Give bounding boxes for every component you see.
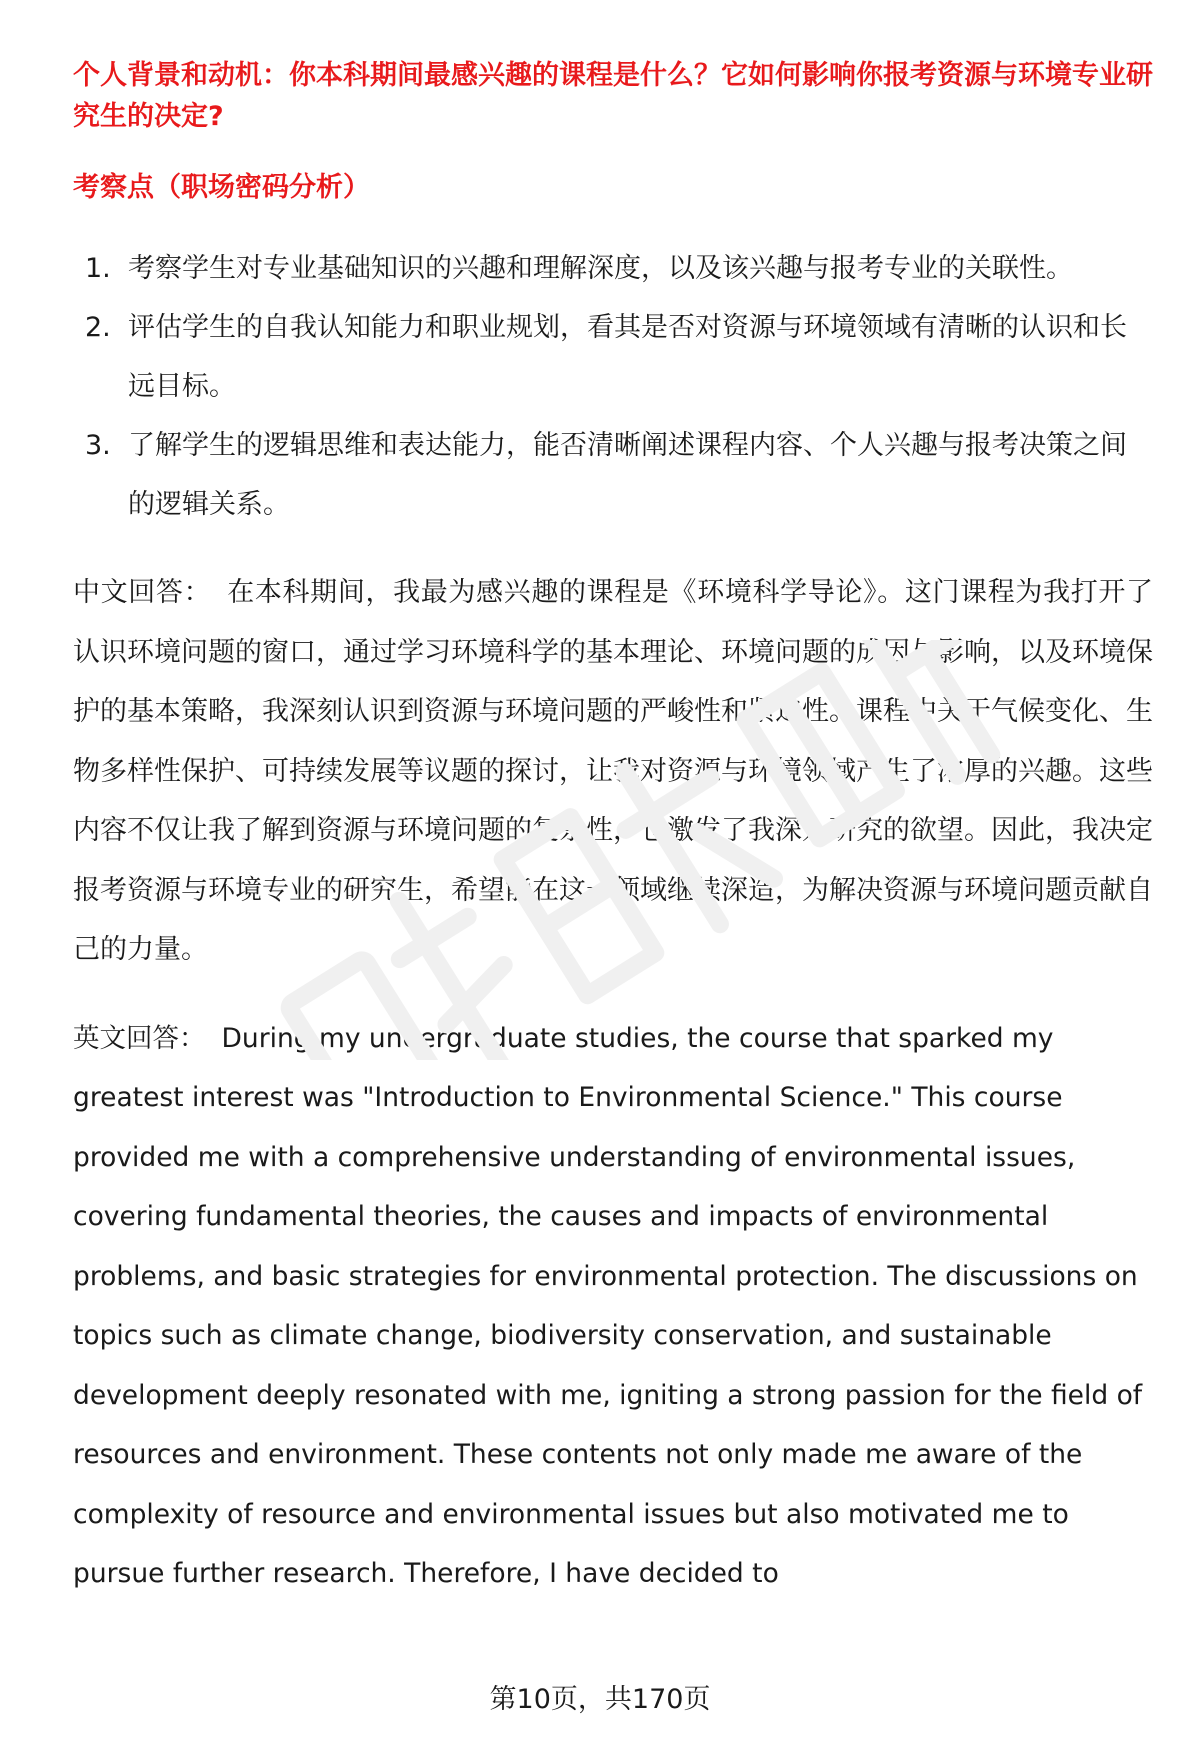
chinese-answer-label: 中文回答： [73, 577, 212, 608]
list-item-text: 评估学生的自我认知能力和职业规划，看其是否对资源与环境领域有清晰的认识和长远目标。 [128, 312, 1127, 402]
list-item-text: 了解学生的逻辑思维和表达能力，能否清晰阐述课程内容、个人兴趣与报考决策之间的逻辑关系。 [128, 430, 1127, 520]
chinese-answer-text: 在本科期间，我最为感兴趣的课程是《环境科学导论》。这门课程为我打开了认识环境问题的窗口，通过学习环境科学的基本理论、环境问题的成因与影响，以及环境保护的基本策略，我深刻认识到资源与环境问题的严峻性和紧迫性。课程中关于气候变化、生物多样性保护、可持续发展等议题的探讨，让我对资源与环境领域产生了浓厚的兴趣。这些内容不仅让我了解到资源与环境问题的复杂性，也激发了我深入研究的欲望。因此，我决定报考资源与环境专业的研究生，希望能在这一领域继续深造，为解决资源与环境问题贡献自己的力量。 [73, 577, 1154, 965]
english-answer-label: 英文回答： [73, 1022, 206, 1054]
assessment-points-list [73, 239, 1153, 534]
chinese-answer-paragraph [73, 563, 1153, 980]
list-item-number: 2. [85, 312, 111, 343]
english-answer-paragraph [73, 1009, 1153, 1605]
list-item-text: 考察学生对专业基础知识的兴趣和理解深度，以及该兴趣与报考专业的关联性。 [128, 253, 1073, 284]
section-title: 考察点（职场密码分析） [73, 172, 370, 203]
list-item-number: 3. [85, 430, 111, 461]
page-footer: 第10页，共170页 [489, 1684, 711, 1715]
question-heading: 个人背景和动机：你本科期间最感兴趣的课程是什么？它如何影响你报考资源与环境专业研究生的决定? [73, 60, 1153, 132]
document-page [73, 55, 1153, 1605]
list-item [73, 416, 1153, 534]
list-item [73, 298, 1153, 416]
english-answer-text: During my undergraduate studies, the course that sparked my greatest interest was "Introduction to Environmental Science." This course provided me with a comprehensive understanding of environmental issues, covering fundamental theories, the causes and impacts of environmental problems, and basic strategies for environmental protection. The discussions on topics such as climate change, biodiversity conservation, and sustainable development deeply resonated with me, igniting a strong passion for the field of resources and environment. These contents not only made me aware of the complexity of resource and environmental issues but also motivated me to pursue further research. Therefore, I have decided to [73, 1022, 1143, 1589]
list-item [73, 239, 1153, 298]
list-item-number: 1. [85, 253, 111, 284]
